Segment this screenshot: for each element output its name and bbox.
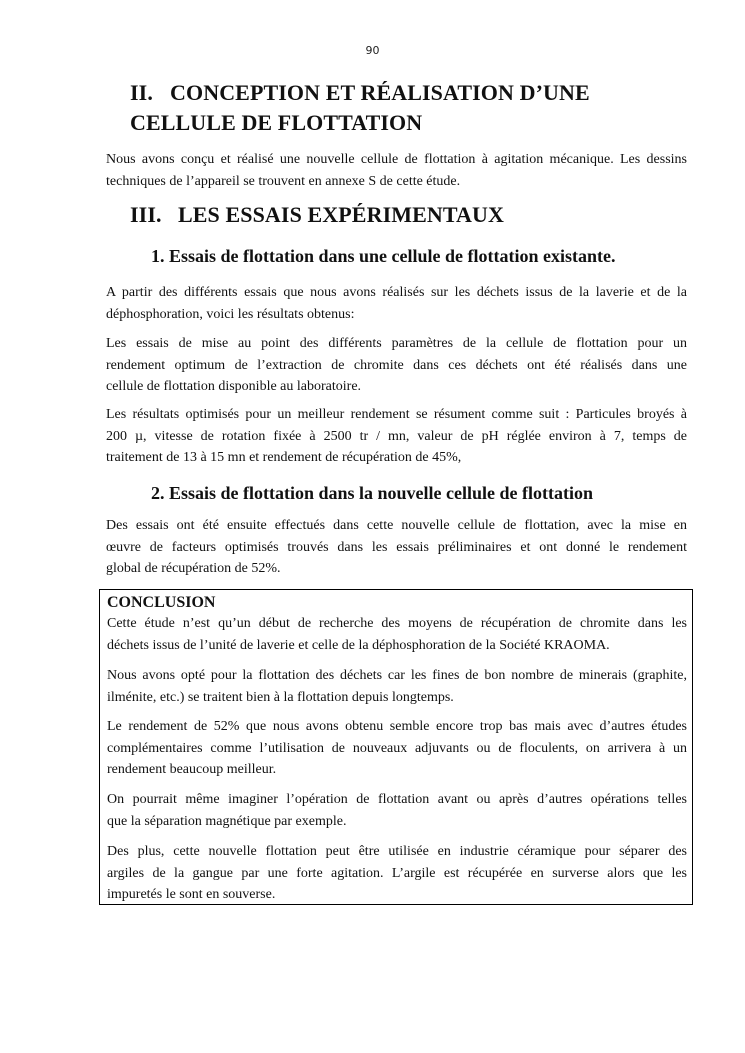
- text-line: Des plus, cette nouvelle flottation peut être utilisée en industrie céramique pour séparer des: [107, 844, 687, 859]
- text-line: rendement beaucoup meilleur.: [107, 762, 277, 777]
- subsection-1-paragraph-2: [106, 333, 687, 398]
- subsection-2-heading: 2. Essais de flottation dans la nouvelle cellule de flottation: [151, 483, 594, 503]
- text-line: argiles de la gangue par une forte agitation. L’argile est récupérée en surverse alors que les: [107, 865, 687, 881]
- text-line: Nous avons opté pour la flottation des déchets car les fines de bon nombre de minerais (graphite,: [107, 668, 687, 683]
- text-line: Les essais de mise au point des différents paramètres de la cellule de flottation pour un: [106, 336, 687, 351]
- text-line: cellule de flottation disponible au laboratoire.: [106, 379, 362, 394]
- subsection-2-paragraph: [106, 515, 687, 580]
- section-3-title: LES ESSAIS EXPÉRIMENTAUX: [178, 202, 504, 227]
- text-line: traitement de 13 à 15 mn et rendement de récupération de 45%,: [106, 450, 462, 465]
- text-line: ilménite, etc.) se traitent bien à la flottation depuis longtemps.: [107, 689, 454, 705]
- text-line: complémentaires comme l’utilisation de nouveaux adjuvants ou de floculents, on arrivera à un: [107, 740, 687, 756]
- section-2-paragraph: [106, 149, 687, 192]
- section-2-title-line2: CELLULE DE FLOTTATION: [130, 110, 423, 135]
- text-line: Nous avons conçu et réalisé une nouvelle cellule de flottation à agitation mécanique. Les dessins: [106, 152, 687, 167]
- conclusion-paragraph-5: [107, 841, 687, 906]
- text-line: œuvre de facteurs optimisés trouvés dans les essais préliminaires et ont donné le rendement: [106, 539, 687, 555]
- text-line: rendement optimum de l’extraction de chromite dans ces déchets ont été réalisés dans une: [106, 357, 687, 373]
- section-3-heading: [130, 200, 690, 230]
- subsection-1-paragraph-1: [106, 282, 687, 325]
- section-3-number: III.: [130, 202, 162, 227]
- text-line: techniques de l’appareil se trouvent en annexe S de cette étude.: [106, 173, 461, 189]
- text-line: déchets issus de l’unité de laverie et celle de la déphosphoration de la Société KRAOMA.: [107, 637, 610, 653]
- conclusion-box: [99, 589, 693, 905]
- conclusion-paragraph-2: [107, 665, 687, 708]
- subsection-1-paragraph-3: [106, 404, 687, 469]
- text-line: On pourrait même imaginer l’opération de flottation avant ou après d’autres opérations telles: [107, 792, 687, 807]
- text-line: que la séparation magnétique par exemple.: [107, 813, 347, 829]
- section-2-number: II.: [130, 80, 153, 105]
- text-line: Les résultats optimisés pour un meilleur rendement se résument comme suit : Particules broyés à: [106, 407, 687, 422]
- subsection-1-heading: 1. Essais de flottation dans une cellule de flottation existante.: [151, 246, 616, 266]
- conclusion-paragraph-4: [107, 789, 687, 832]
- text-line: Des essais ont été ensuite effectués dans cette nouvelle cellule de flottation, avec la mise en: [106, 518, 687, 533]
- section-2-title-line1: CONCEPTION ET RÉALISATION D’UNE: [170, 80, 590, 105]
- section-2-heading: [130, 78, 690, 138]
- text-line: Le rendement de 52% que nous avons obtenu semble encore trop bas mais avec d’autres études: [107, 719, 687, 734]
- text-line: global de récupération de 52%.: [106, 561, 281, 576]
- text-line: A partir des différents essais que nous avons réalisés sur les déchets issus de la laverie et de la: [106, 285, 687, 300]
- text-line: 200 µ, vitesse de rotation fixée à 2500 tr / mn, valeur de pH réglée environ à 7, temps de: [106, 428, 687, 444]
- text-line: impuretés le sont en souverse.: [107, 887, 276, 902]
- conclusion-title: CONCLUSION: [107, 594, 216, 611]
- conclusion-paragraph-3: [107, 716, 687, 781]
- conclusion-paragraph-1: [107, 613, 687, 656]
- text-line: déphosphoration, voici les résultats obtenus:: [106, 306, 355, 322]
- text-line: Cette étude n’est qu’un début de recherche des moyens de récupération de chromite dans les: [107, 616, 687, 631]
- page-number: 90: [365, 44, 380, 57]
